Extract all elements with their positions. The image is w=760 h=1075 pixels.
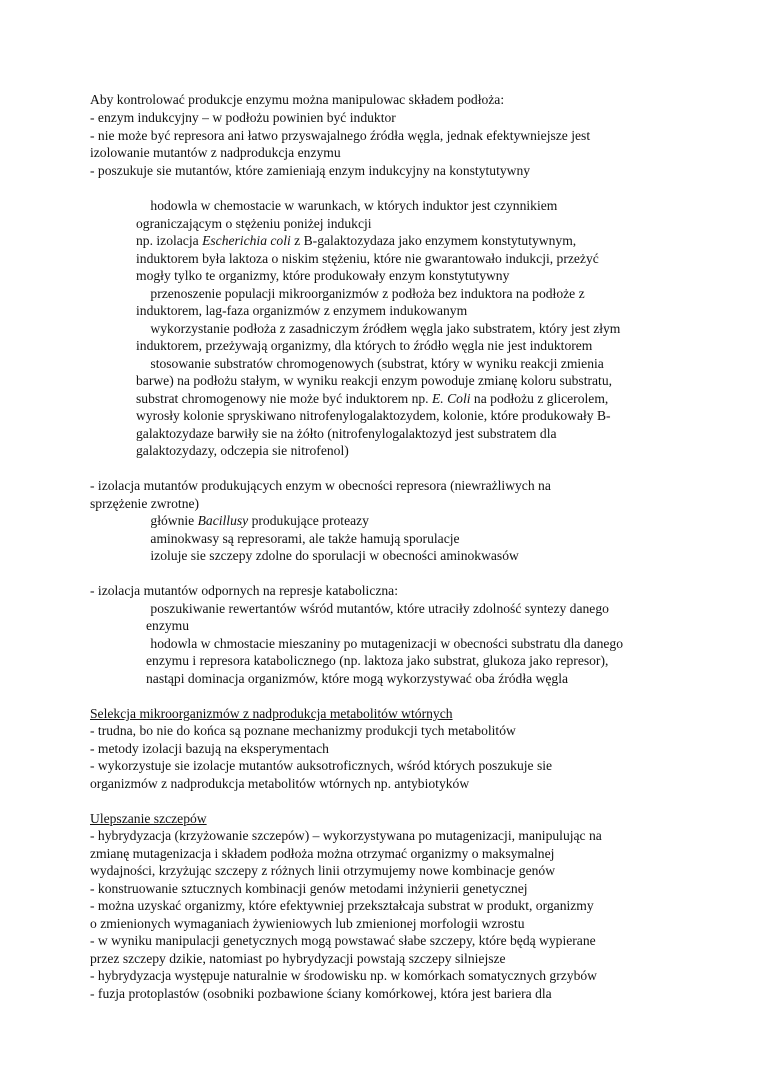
bullet-text: aminokwasy są represorami, ale także hamują sporulacje <box>150 531 460 546</box>
paragraph-line: - konstruowanie sztucznych kombinacji genów metodami inżynierii genetycznej <box>90 881 528 896</box>
paragraph-line: - hybrydyzacja występuje naturalnie w środowisku np. w komórkach somatycznych grzybów <box>90 968 597 983</box>
bullet-line <box>136 355 604 373</box>
paragraph-line: - izolacja mutantów produkujących enzym w obecności represora (niewrażliwych na <box>90 478 551 493</box>
bullet-text: hodowla w chemostacie w warunkach, w których induktor jest czynnikiem <box>150 198 558 213</box>
text-run: na podłożu z glicerolem, <box>470 391 609 406</box>
paragraph-line: o zmienionych wymaganiach żywieniowych lub zmienionej morfologii wzrostu <box>90 916 525 931</box>
bullet-text: hodowla w chmostacie mieszaniny po mutagenizacji w obecności substratu dla danego <box>150 636 624 651</box>
paragraph-line: organizmów z nadprodukcja metabolitów wtórnych np. antybiotyków <box>90 776 470 791</box>
paragraph-line: induktorem, przeżywają organizmy, dla których to źródło węgla nie jest induktorem <box>136 338 593 353</box>
paragraph-line: induktorem była laktoza o niskim stężeniu, które nie gwarantowało indukcji, przeżyć <box>136 251 599 266</box>
species-name: E. Coli <box>431 391 471 406</box>
paragraph-line: - w wyniku manipulacji genetycznych mogą powstawać słabe szczepy, które będą wypierane <box>90 933 596 948</box>
paragraph-line: enzymu <box>146 618 190 633</box>
paragraph-line: izolowanie mutantów z nadprodukcja enzymu <box>90 145 341 160</box>
paragraph-line: - hybrydyzacja (krzyżowanie szczepów) – wykorzystywana po mutagenizacji, manipulując na <box>90 828 602 843</box>
paragraph-line: nastąpi dominacja organizmów, które mogą wykorzystywać oba źródła węgla <box>146 671 569 686</box>
paragraph-line: przez szczepy dzikie, natomiast po hybrydyzacji powstają szczepy silniejsze <box>90 951 506 966</box>
paragraph-line: sprzężenie zwrotne) <box>90 496 200 511</box>
bullet-line <box>136 635 623 653</box>
paragraph-line: enzymu i represora katabolicznego (np. laktoza jako substrat, glukoza jako represor), <box>146 653 609 668</box>
text-run: głównie <box>150 513 198 528</box>
paragraph-line: barwe) na podłożu stałym, w wyniku reakcji enzym powoduje zmianę koloru substratu, <box>136 373 613 388</box>
paragraph-line: wydajności, krzyżując szczepy z różnych linii otrzymujemy nowe kombinacje genów <box>90 863 556 878</box>
bullet-text: stosowanie substratów chromogenowych (substrat, który w wyniku reakcji zmienia <box>150 356 604 371</box>
paragraph-line: - wykorzystuje sie izolacje mutantów auksotroficznych, wśród których poszukuje sie <box>90 758 553 773</box>
paragraph-line: wyrosły kolonie spryskiwano nitrofenylogalaktozydem, kolonie, które produkowały B- <box>136 408 611 423</box>
paragraph-line: galaktozydazy, odczepia sie nitrofenol) <box>136 443 349 458</box>
bullet-text: wykorzystanie podłoża z zasadniczym źródłem węgla jako substratem, który jest złym <box>150 321 621 336</box>
bullet-line <box>136 197 557 215</box>
text-run: substrat chromogenowy nie może być induktorem np. <box>136 391 432 406</box>
paragraph-line <box>136 232 576 250</box>
bullet-line <box>136 320 620 338</box>
bullet-line <box>136 600 609 618</box>
species-name: Bacillusy <box>197 513 249 528</box>
bullet-text: izoluje sie szczepy zdolne do sporulacji w obecności aminokwasów <box>150 548 519 563</box>
paragraph-line: mogły tylko te organizmy, które produkowały enzym konstytutywny <box>136 268 510 283</box>
paragraph-line: galaktozydaze barwiły sie na żółto (nitrofenylogalaktozyd jest substratem dla <box>136 426 557 441</box>
bullet-line <box>136 530 460 548</box>
paragraph-line: - można uzyskać organizmy, które efektywniej przekształcaja substrat w produkt, organizmy <box>90 898 594 913</box>
paragraph-line: - metody izolacji bazują na eksperymentach <box>90 741 329 756</box>
paragraph-line: - enzym indukcyjny – w podłożu powinien być induktor <box>90 110 396 125</box>
section-heading: Ulepszanie szczepów <box>90 811 207 826</box>
paragraph-line: - trudna, bo nie do końca są poznane mechanizmy produkcji tych metabolitów <box>90 723 516 738</box>
bullet-line <box>136 512 369 530</box>
paragraph-line <box>136 390 608 408</box>
paragraph-line: Aby kontrolować produkcje enzymu można manipulowac składem podłoża: <box>90 92 505 107</box>
bullet-line <box>136 547 519 565</box>
species-name: Escherichia coli <box>202 233 291 248</box>
paragraph-line: - fuzja protoplastów (osobniki pozbawione ściany komórkowej, która jest bariera dla <box>90 986 552 1001</box>
paragraph-line: induktorem, lag-faza organizmów z enzymem indukowanym <box>136 303 468 318</box>
paragraph-line: zmianę mutagenizacja i składem podłoża można otrzymać organizmy o maksymalnej <box>90 846 555 861</box>
paragraph-line: - izolacja mutantów odpornych na represje kataboliczna: <box>90 583 398 598</box>
paragraph-line: ograniczającym o stężeniu poniżej indukcji <box>136 216 372 231</box>
bullet-text: przenoszenie populacji mikroorganizmów z podłoża bez induktora na podłoże z <box>150 286 585 301</box>
paragraph-line: - nie może być represora ani łatwo przyswajalnego źródła węgla, jednak efektywniejsze jest <box>90 128 591 143</box>
text-run: produkujące proteazy <box>248 513 369 528</box>
paragraph-line: - poszukuje sie mutantów, które zamieniają enzym indukcyjny na konstytutywny <box>90 163 531 178</box>
bullet-text: poszukiwanie rewertantów wśród mutantów, które utraciły zdolność syntezy danego <box>150 601 609 616</box>
bullet-line <box>136 285 585 303</box>
text-run: z B-galaktozydaza jako enzymem konstytutywnym, <box>290 233 577 248</box>
text-run: np. izolacja <box>136 233 203 248</box>
section-heading: Selekcja mikroorganizmów z nadprodukcja metabolitów wtórnych <box>90 706 453 721</box>
